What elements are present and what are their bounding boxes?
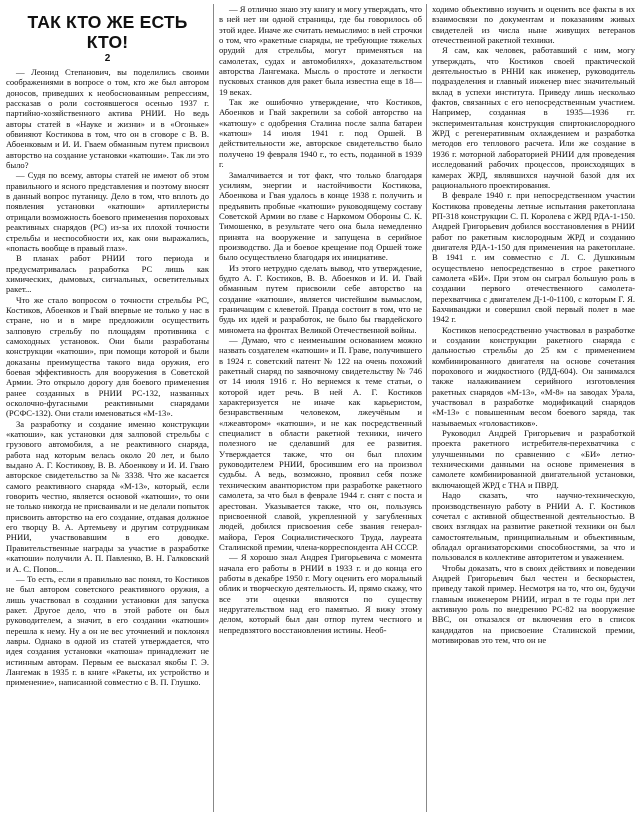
paragraph: Надо сказать, что научно-техническую, производственную работу в РНИИ А. Г. Костиков сочетал с активной общественной деятельностью. В своих взглядах на развитие ракетной техники он был самостоятельным, принципиальным и объективным, обладал организаторскими способностями, за что и пользовался в коллективе авторитетом и уважением. <box>432 490 635 563</box>
article-title-line-1: ТАК КТО ЖЕ ЕСТЬ <box>27 12 188 32</box>
paragraph: Я сам, как человек, работавший с ним, могу утверждать, что Костиков своей практической деятельностью в РННИ как инженер, руководитель подразделения и главный инженер внес значительный вклад в успехи института. Приведу лишь несколько фактов, связанных с его непосредственным участием. Например, созданная в 1935—1936 гг. экспериментальная конструкция спиртокислородного ЖРД с регенеративным охлаждением и разработка методов его теплового расчета. Или же создание в 1936 г. моторной лабораторией РНИИ для проведения исследований рабочих процессов, происходящих в камерах ЖРД, являвшихся научной базой для их рационального проектирования. <box>432 45 635 190</box>
paragraph: Руководил Андрей Григорьевич и разработкой проекта ракетного истребителя-перехватчика с улучшенными по сравнению с «БИ» летно-техническими данными на основе применения в самолете комбинированной двигательной установки, включающей ЖРД с ТНА и ПВРД. <box>432 428 635 490</box>
paragraph: Из этого нетрудно сделать вывод, что утверждение, будто А. Г. Костиков, В. В. Абоенков и И. И. Гвай обманным путем присвоили себе авторство на создание «катюши», является чистейшим вымыслом, граничащим с клеветой. Правда состоит в том, что не будь их идей и разработок, не было бы гвардейского миномета на фронтах Великой Отечественной войны. <box>219 262 422 335</box>
paragraph: Костиков непосредственно участвовал в разработке и создании конструкции ракетного снаряда с дальностью стрельбы до 25 км с применением комбинированного двигателя на основе сочетания порохового и жидкостного (РДД-604). Он занимался также налаживанием серийного изготовления ракетных снарядов «М-13», «М-8» на заводах Урала, участвовал в разработке модификаций снарядов «М-13» с повышенным весом боевого заряда, так называемых «головастиков». <box>432 324 635 428</box>
article-title-line-2: КТО! <box>86 32 129 52</box>
paragraph: В феврале 1940 г. при непосредственном участии Костикова проведены летные испытания ракетоплана РП-318 конструкции С. П. Королева с ЖРД РДА-1-150. Андрей Григорьевич добился восстановления в РНИИ работ по ракетным кислородным ЖРД и созданию двигателя РДА-1-150 для применения на ракетоплане. В 1941 г. им совместно с Л. С. Душкиным осуществлено непосредственно в строе ракетного самолета «БИ». При этом он сыграл большую роль в создании первого отечественного самолета-перехватчика с двигателем Д-1-0-1100, с которым Г. Я. Бахчиванджи и совершил свой первый полет в мае 1942 г. <box>432 190 635 325</box>
paragraph: — Я хорошо знал Андрея Григорьевича с момента начала его работы в РНИИ в 1933 г. и до конца его работы в декабре 1950 г. Могу оценить его моральный облик и творческую деятельность. И, прямо скажу, что все эти оценки являются по существу недругательством над его памятью. Я вижу этому делом, который был дан отпор путем честного и непредвзятого восстановления истины. Необ- <box>219 552 422 635</box>
paragraph: ходимо объективно изучить и оценить все факты в их взаимосвязи по документам и показаниям живых свидетелей из числа ныне живущих ветеранов отечественной ракетной техники. <box>432 4 635 46</box>
paragraph: — Судя по всему, авторы статей не имеют об этом правильного и ясного представления и поэтому вносят в данный вопрос путаницу. Дело в том, что вплоть до появления установки «катюши» артиллеристы отрицали возможность боевого применения пороховых реактивных снарядов (РС) из-за их плохой точности стрельбы и неспособности их, как они выражались, «попасть вообще в правый глаз». <box>6 170 209 253</box>
magazine-page <box>6 4 636 812</box>
text-column-2 <box>219 4 422 812</box>
paragraph: — То есть, если я правильно вас понял, то Костиков не был автором советского реактивного оружия, а лишь участвовал в создании установки для запуска ракет. Другое дело, что в этой работе он был руководителем, а значит, в его создании «катюши» перешла к нему. Ну а он не вес уточнений и поклонял лавры. Однако в одной из статей утверждается, что идея создания установки «катюша» принадлежит не истинным авторам. Первым ее высказал якобы Г. Э. Лангемак в 1935 г. в книге «Ракеты, их устройство и применение», написанной совместно с В. П. Глушко. <box>6 573 209 688</box>
paragraph: Замалчивается и тот факт, что только благодаря усилиям, энергии и настойчивости Костикова, Абоенкова и Гвая удалось в конце 1938 г. получить и предъявить пробные «катюши» руководящему составу Советской Армии во главе с Наркомом Обороны С. К. Тимошенко, в результате чего она была немедленно принята на вооружение и запущена в серийное производство. Да и боевое крещение под Оршей тоже было осуществлено благодаря их инициативе. <box>219 169 422 263</box>
paragraph: За разработку и создание именно конструкции «катюши», как установки для залповой стрельбы с грузового автомобиля, а не реактивного снаряда, работа над которым велась около 20 лет, и было выдано А. Г. Костикову, В. В. Абоенкову и И. И. Гваю авторское свидетельство за № 3338. Что же касается самого реактивного снаряда «М-13», который, если говорить честно, является основой «катюши», то они не только никогда не присваивали и не делали попыток присвоить авторство на его создание, отдавая должное его творцу В. А. Артемьеву и другим сотрудникам РНИИ, участвовавшим в его доводке. Правительственные награды за участие в разработке «катюши» получили А. П. Павленко, В. Н. Галковский и А. С. Попов... <box>6 418 209 574</box>
column-divider <box>426 4 427 812</box>
section-number: 2 <box>104 53 111 64</box>
paragraph: Чтобы доказать, что в своих действиях и поведении Андрей Григорьевич был честен и бескорыстен, приведу такой пример. Несмотря на то, что он, будучи главным инженером РНИИ, играл в те годы при лет активную роль по внедрению РС-82 на вооружение ВВС, он отказался от включения его в список кандидатов на присвоение Сталинской премии, мотивировав это тем, что он не <box>432 562 635 645</box>
paragraph: Так же ошибочно утверждение, что Костиков, Абоенков и Гвай закрепили за собой авторство на «катюшу» с одобрения Сталина после залпа батареи «катюш» 14 июля 1941 г. под Оршей. В действительности же, авторское свидетельство было получено 19 февраля 1940 г., то есть, поданной в 1939 г. <box>219 97 422 170</box>
column-divider <box>213 4 214 812</box>
paragraph: Что же стало вопросом о точности стрельбы РС, Костиков, Абоенков и Гвай впервые не только у нас в стране, но и в мире предложили осуществить залповую стрельбу по площадям противника с самоходных установок. Они были разработаны конструкции «катюши», при помощи которой и были доказаны преимущества такого вида оружия, его боевая эффективность для вооружения в Советской Армии. Это открыло дорогу для боевого применения ранее созданных в РНИИ РС-132, названных осколочно-фугасными реактивными снарядами (РСФС-132). Они стали именоваться «М-13». <box>6 294 209 419</box>
paragraph: — Я отлично знаю эту книгу и могу утверждать, что в ней нет ни одной страницы, где бы говорилось об этой идее. Иначе же считать немыслимо: в ней строчки о том, что «ракетные снаряды, не требующие тяжелых орудий для стрельбы, могут применяться на самолетах, судах и автомобилях», доказательством авторства Лангемака. Мысль о простоте и легкости пусковых станков для ракет была известна еще в 18—19 веках. <box>219 4 422 97</box>
paragraph: — Думаю, что с неименьшим основанием можно назвать создателем «катюши» и П. Граве, получившего в 1924 г. советский патент № 122 на очень похожий ракетный снаряд по заявочному свидетельству № 746 от 14 июля 1916 г. Но вернемся к теме статьи, о которой идет речь. В ней А. Г. Костиков характеризуется не иначе как карьеристом, безнравственным человеком, лжеучёным и «лжеавтором» «катюши», и не как посредственный специалист в области ракетной техники, ничего полезного не сделавший для ее развития. Утверждается также, что он был плохим руководителем РНИИ, бросившим его на произвол судьбы. А ведь, возможно, проявил себя позже техническим авантюристом при разработке ракетного самолета, за что был в феврале 1944 г. снят с поста и арестован. Указывается также, что он, пользуясь присвоенной славой, укрепленной у загубленных людей, добился присвоения себе звания генерал-майора, Героя Социалистического Труда, лауреата Сталинской премии, члена-корреспондента АН СССР. <box>219 335 422 552</box>
text-column-1 <box>6 4 209 812</box>
article-title <box>6 12 209 52</box>
paragraph: В планах работ РНИИ того периода и предусматривалась разработка РС лишь как химических, дымовых, сигнальных, осветительных ракет... <box>6 253 209 295</box>
text-column-3 <box>432 4 635 812</box>
paragraph: — Леонид Степанович, вы поделились своими соображениями в вопросе о том, кто же был автором доносов, приведших к необоснованным репрессиям, рассказав о роли состоявшегося осенью 1937 г. партийно-хозяйственного актива РНИИ. Но ведь авторы статей в «Науке и жизни» и в «Огоньке» обвиняют Костикова в том, что он в сговоре с В. В. Абоенковым и И. И. Гваем обманным путем присвоил авторство на создание установки «катюши». Так ли это было? <box>6 67 209 171</box>
